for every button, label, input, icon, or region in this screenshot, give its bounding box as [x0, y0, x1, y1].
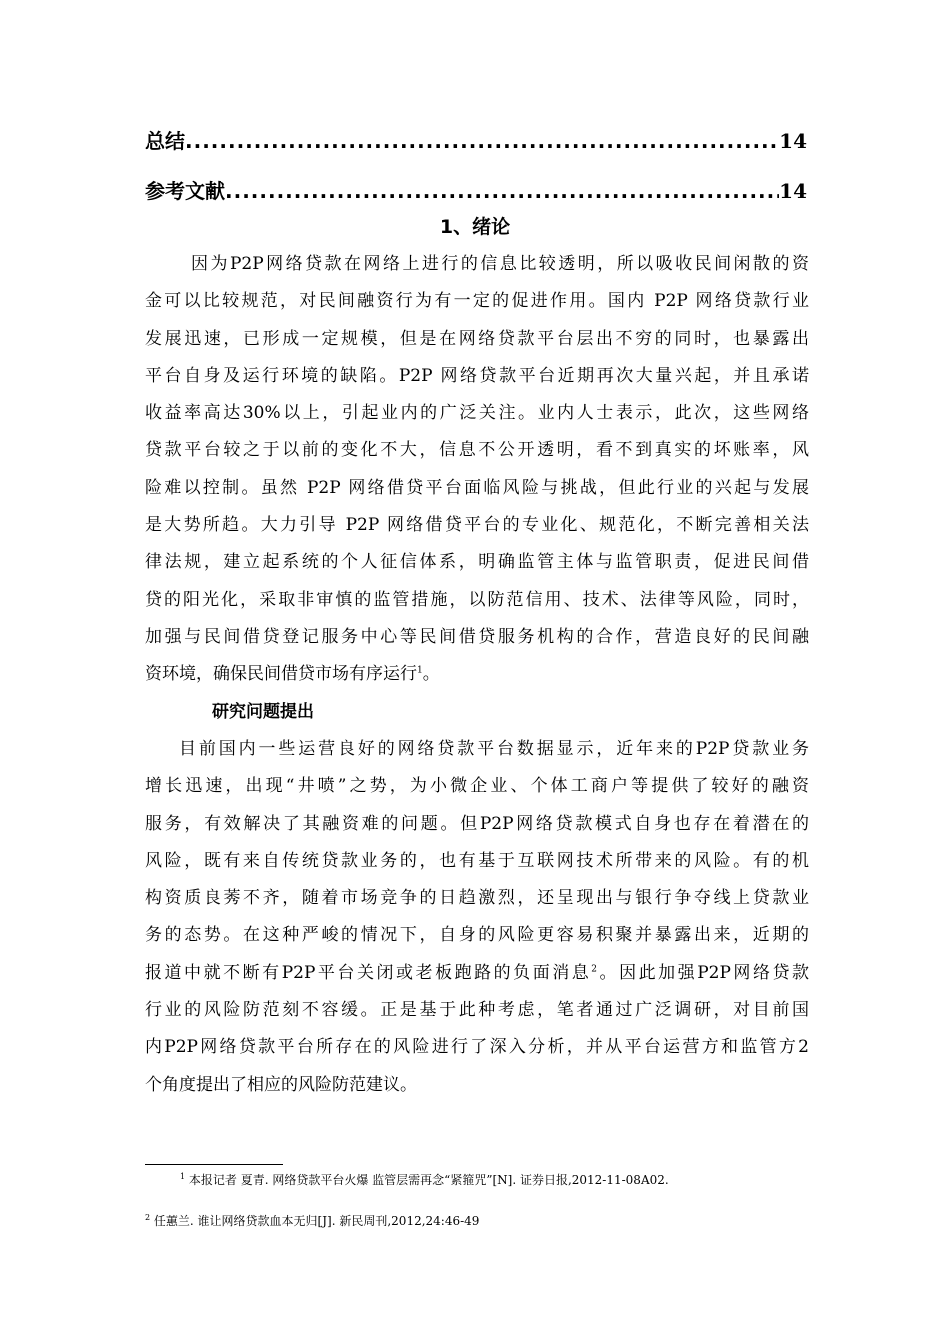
paragraph-line: 服务，有效解决了其融资难的问题。但P2P网络贷款模式自身也存在着潜在的: [145, 813, 809, 834]
paragraph-line: 因为P2P网络贷款在网络上进行的信息比较透明，所以吸收民间闲散的资: [191, 254, 809, 274]
research-question-paragraph: [145, 731, 809, 1104]
paragraph-line: 收益率高达30%以上，引起业内的广泛关注。业内人士表示，此次，这些网络: [145, 403, 809, 424]
paragraph-line-text: 报道中就不断有P2P平台关闭或老板跑路的负面消息: [145, 962, 592, 983]
footnote-ref-1[interactable]: 1: [417, 665, 423, 676]
paragraph-line: 行业的风险防范刻不容缓。正是基于此种考虑，笔者通过广泛调研，对目前国: [145, 1000, 809, 1021]
paragraph-line: 贷款平台较之于以前的变化不大，信息不公开透明，看不到真实的坏账率，风: [145, 440, 809, 461]
paragraph-line: 金可以比较规范，对民间融资行为有一定的促进作用。国内 P2P 网络贷款行业: [145, 291, 809, 312]
paragraph-line: 是大势所趋。大力引导 P2P 网络借贷平台的专业化、规范化，不断完善相关法: [145, 515, 809, 536]
toc-label: 总结: [145, 129, 185, 153]
paragraph-line: 律法规，建立起系统的个人征信体系，明确监管主体与监管职责，促进民间借: [145, 552, 809, 573]
paragraph-line: 务的态势。在这种严峻的情况下，自身的风险更容易积聚并暴露出来，近期的: [145, 925, 809, 946]
paragraph-line: 资环境，确保民间借贷市场有序运行$^1$。: [145, 664, 440, 685]
footnote-mark: 1: [180, 1172, 186, 1181]
toc-entry-references[interactable]: [145, 176, 807, 206]
toc-leader-dots: [225, 176, 779, 206]
footnote-text: 本报记者 夏青. 网络贷款平台火爆 监管层需再念“紧箍咒”[N]. 证券日报,2012-11-08A02.: [188, 1173, 669, 1187]
toc-entry-summary[interactable]: [145, 126, 807, 156]
paragraph-line: 构资质良莠不齐，随着市场竞争的日趋激烈，还呈现出与银行争夺线上贷款业: [145, 888, 809, 909]
paragraph-line: 平台自身及运行环境的缺陷。P2P 网络贷款平台近期再次大量兴起，并且承诺: [145, 365, 809, 386]
paragraph-line-tail: 。因此加强P2P网络贷款: [597, 962, 809, 983]
paragraph-line: 增长迅速，出现“井喷”之势，为小微企业、个体工商户等提供了较好的融资: [145, 776, 809, 797]
toc-leader-dots: [185, 126, 779, 156]
paragraph-line: 贷的阳光化，采取非审慎的监管措施，以防范信用、技术、法律等风险，同时，: [145, 589, 809, 610]
paragraph-line: 内P2P网络贷款平台所存在的风险进行了深入分析，并从平台运营方和监管方2: [145, 1037, 809, 1058]
subsection-heading-research-question: 研究问题提出: [212, 702, 314, 722]
section-heading-introduction: 1、绪论: [439, 216, 511, 238]
toc-page-number: 14: [779, 129, 807, 153]
paragraph-line: 加强与民间借贷登记服务中心等民间借贷服务机构的合作，营造良好的民间融: [145, 626, 809, 647]
footnote-text: 任蕙兰. 谁让网络贷款血本无归[J]. 新民周刊,2012,24:46-49: [153, 1214, 480, 1228]
footnote-ref-2[interactable]: 2: [591, 964, 598, 975]
introduction-paragraph: [145, 246, 809, 694]
footnote-mark: 2: [145, 1213, 151, 1222]
toc-label: 参考文献: [145, 179, 225, 203]
paragraph-line: 个角度提出了相应的风险防范建议。: [145, 1074, 417, 1095]
paragraph-line: 风险，既有来自传统贷款业务的，也有基于互联网技术所带来的风险。有的机: [145, 850, 809, 871]
paragraph-line: 险难以控制。虽然 P2P 网络借贷平台面临风险与挑战，但此行业的兴起与发展: [145, 477, 809, 498]
footnote-1: [180, 1171, 669, 1189]
footnote-separator: [145, 1164, 283, 1165]
toc-page-number: 14: [779, 179, 807, 203]
footnote-2: [145, 1212, 479, 1230]
paragraph-line: 目前国内一些运营良好的网络贷款平台数据显示，近年来的P2P贷款业务: [179, 739, 809, 759]
paragraph-line-text: 资环境，确保民间借贷市场有序运行: [145, 664, 417, 685]
paragraph-line: [145, 955, 809, 992]
paragraph-line: 发展迅速，已形成一定规模，但是在网络贷款平台层出不穷的同时，也暴露出: [145, 328, 809, 349]
